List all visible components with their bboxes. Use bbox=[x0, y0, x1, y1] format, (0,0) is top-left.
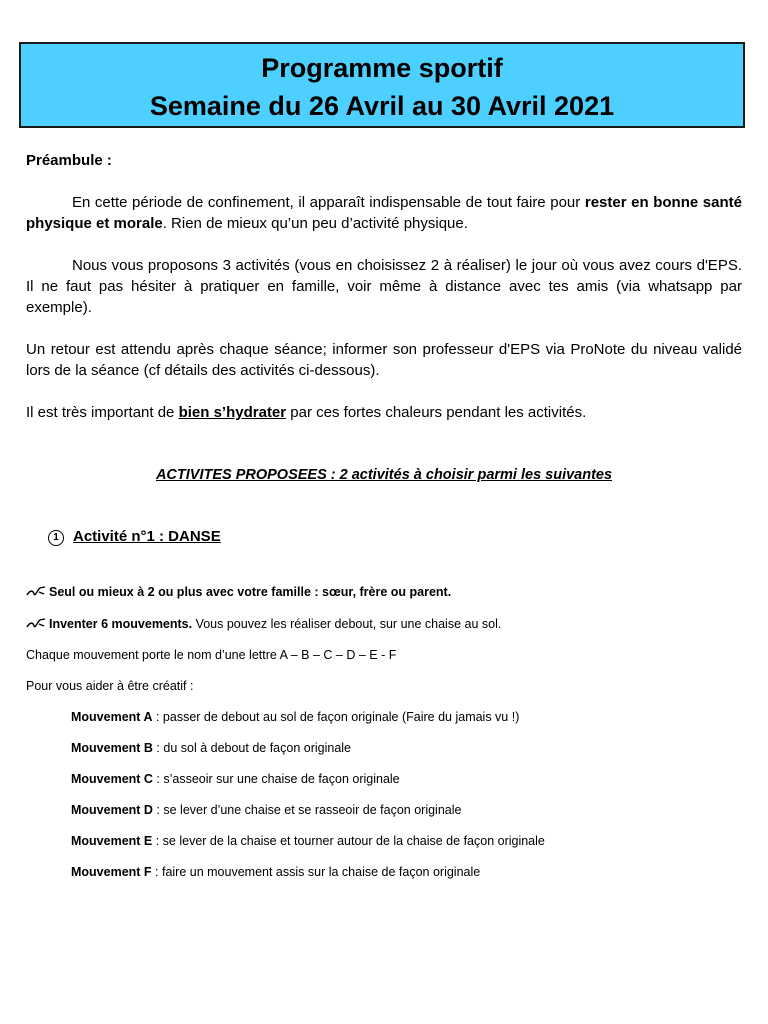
title-box bbox=[19, 42, 745, 128]
preamble-heading: Préambule : bbox=[26, 152, 112, 169]
movement-label: Mouvement E bbox=[71, 834, 153, 848]
p1-text-end: . Rien de mieux qu’un peu d’activité physique. bbox=[162, 215, 468, 232]
preamble-paragraph-3: Un retour est attendu après chaque séance; informer son professeur d'EPS via ProNote du niveau validé lors de la séance (cf détails des activités ci-dessous). bbox=[26, 341, 742, 379]
movement-text: : faire un mouvement assis sur la chaise de façon originale bbox=[151, 865, 481, 879]
preamble-paragraph-4 bbox=[26, 402, 742, 423]
letters-line: Chaque mouvement porte le nom d’une lettre A – B – C – D – E - F bbox=[26, 648, 397, 662]
preamble-paragraph-1 bbox=[26, 192, 742, 234]
preamble-section bbox=[26, 150, 742, 486]
movement-d bbox=[71, 803, 461, 817]
writing-hand-icon bbox=[26, 618, 46, 633]
bullet-1-text: Seul ou mieux à 2 ou plus avec votre famille : sœur, frère ou parent. bbox=[49, 585, 452, 599]
p4-text: Il est très important de bbox=[26, 404, 179, 421]
writing-hand-icon bbox=[26, 586, 46, 601]
activity-1-title bbox=[48, 528, 221, 546]
movement-text: : s’asseoir sur une chaise de façon originale bbox=[152, 772, 400, 786]
bullet-2-text: Vous pouvez les réaliser debout, sur une chaise au sol. bbox=[192, 617, 502, 631]
movement-a bbox=[71, 710, 519, 724]
movement-label: Mouvement B bbox=[71, 741, 153, 755]
movement-c bbox=[71, 772, 400, 786]
help-line: Pour vous aider à être créatif : bbox=[26, 679, 194, 693]
movement-f bbox=[71, 865, 480, 879]
p4-bold: bien s’hydrater bbox=[178, 404, 287, 421]
activities-heading: ACTIVITES PROPOSEES : 2 activités à choisir parmi les suivantes bbox=[155, 467, 613, 483]
bullet-2 bbox=[26, 617, 501, 633]
p1-bold: rester en bonne santé physique et morale bbox=[26, 194, 742, 232]
movement-text: : se lever de la chaise et tourner autour de la chaise de façon originale bbox=[152, 834, 545, 848]
movement-e bbox=[71, 834, 545, 848]
title-line-2: Semaine du 26 Avril au 30 Avril 2021 bbox=[149, 91, 615, 121]
p1-text: En cette période de confinement, il apparaît indispensable de tout faire pour bbox=[72, 194, 585, 211]
bullet-1 bbox=[26, 585, 451, 601]
activity-1-label: Activité n°1 : DANSE bbox=[73, 528, 221, 545]
bullet-2-bold: Inventer 6 mouvements. bbox=[49, 617, 193, 631]
circled-number-icon: 1 bbox=[48, 530, 64, 546]
movement-label: Mouvement C bbox=[71, 772, 153, 786]
movement-label: Mouvement D bbox=[71, 803, 153, 817]
movement-text: : du sol à debout de façon originale bbox=[152, 741, 352, 755]
movement-label: Mouvement F bbox=[71, 865, 152, 879]
title-line-1: Programme sportif bbox=[261, 53, 503, 83]
movement-b bbox=[71, 741, 351, 755]
p4-text-end: par ces fortes chaleurs pendant les activités. bbox=[286, 404, 587, 421]
movement-label: Mouvement A bbox=[71, 710, 153, 724]
preamble-paragraph-2: Nous vous proposons 3 activités (vous en choisissez 2 à réaliser) le jour où vous avez cours d'EPS. Il ne faut pas hésiter à pratiquer en famille, voir même à distance avec tes amis (via whatsapp par exemple). bbox=[26, 257, 742, 316]
movement-text: : se lever d’une chaise et se rasseoir de façon originale bbox=[152, 803, 462, 817]
movement-text: : passer de debout au sol de façon originale (Faire du jamais vu !) bbox=[152, 710, 520, 724]
